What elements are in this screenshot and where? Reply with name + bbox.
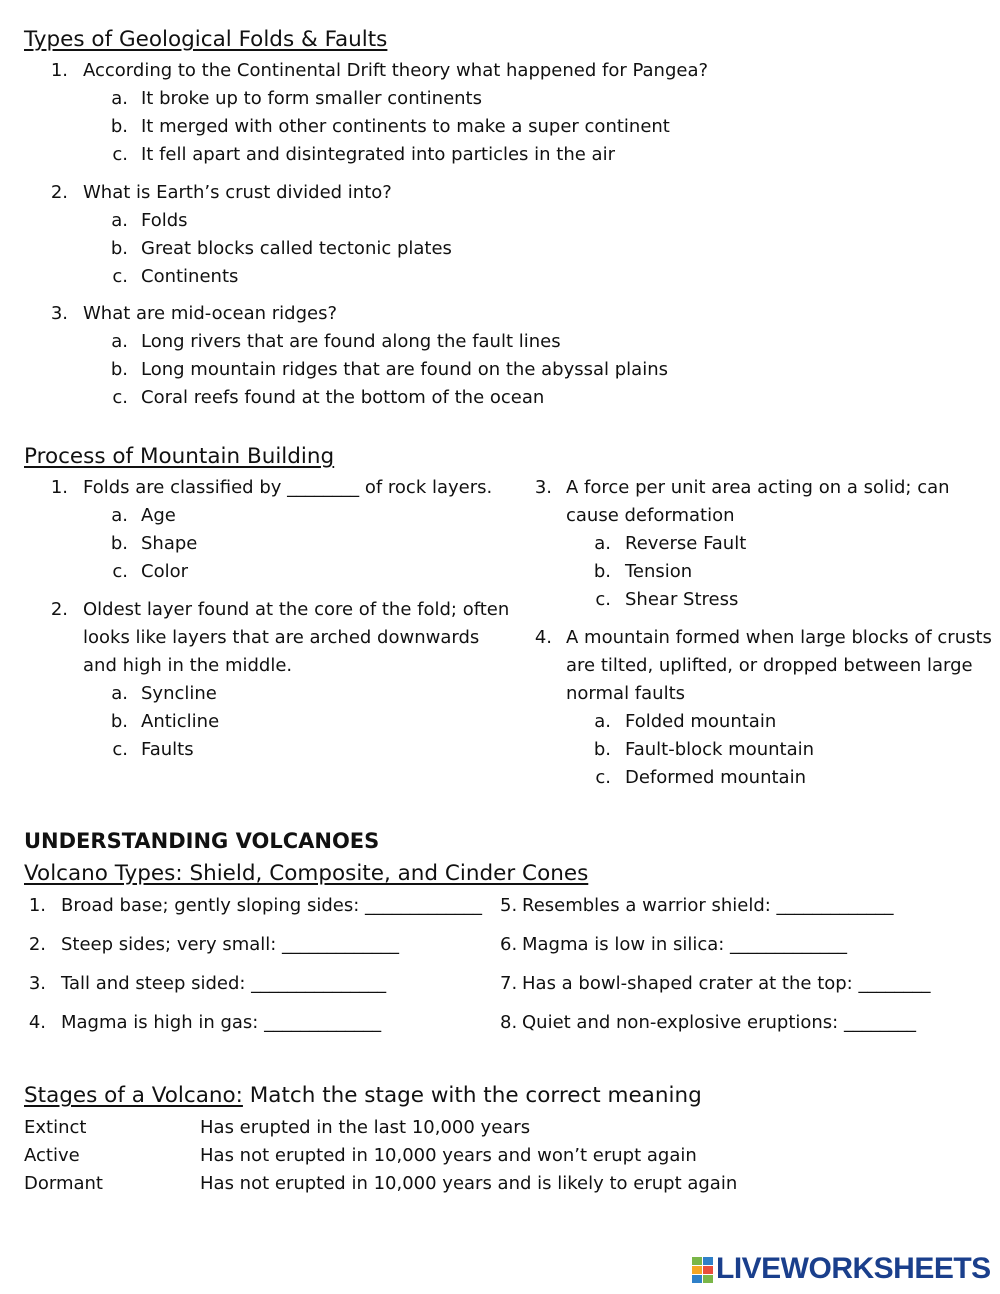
question-text-line: are tilted, uplifted, or dropped between large [566,655,973,676]
subsection-title-volcano-types: Volcano Types: Shield, Composite, and Cinder Cones [24,861,589,886]
stage-term[interactable]: Dormant [24,1173,103,1194]
logo-blocks-icon [692,1257,714,1283]
section-title-volcanoes: UNDERSTANDING VOLCANOES [24,829,380,853]
stage-meaning[interactable]: Has not erupted in 10,000 years and is likely to erupt again [200,1173,738,1194]
question-text-line: and high in the middle. [83,655,293,676]
question-text-line: normal faults [566,683,686,704]
question-text: According to the Continental Drift theory what happened for Pangea? [83,60,709,81]
section-title-stages [24,1083,702,1108]
stages-title-rest: Match the stage with the correct meaning [242,1083,702,1108]
stage-meaning[interactable]: Has erupted in the last 10,000 years [200,1117,531,1138]
logo-text: LIVEWORKSHEETS [716,1252,991,1285]
question-text-line: looks like layers that are arched downwards [83,627,480,648]
stage-term[interactable]: Active [24,1145,80,1166]
section-title-mountain-building: Process of Mountain Building [24,444,335,469]
question-number: 1. [50,60,68,81]
section-title-folds-faults: Types of Geological Folds & Faults [24,27,388,52]
question-text-line: cause deformation [566,505,735,526]
stage-meaning[interactable]: Has not erupted in 10,000 years and won’t erupt again [200,1145,697,1166]
stages-title-underlined: Stages of a Volcano: [24,1083,243,1108]
stage-term[interactable]: Extinct [24,1117,87,1138]
